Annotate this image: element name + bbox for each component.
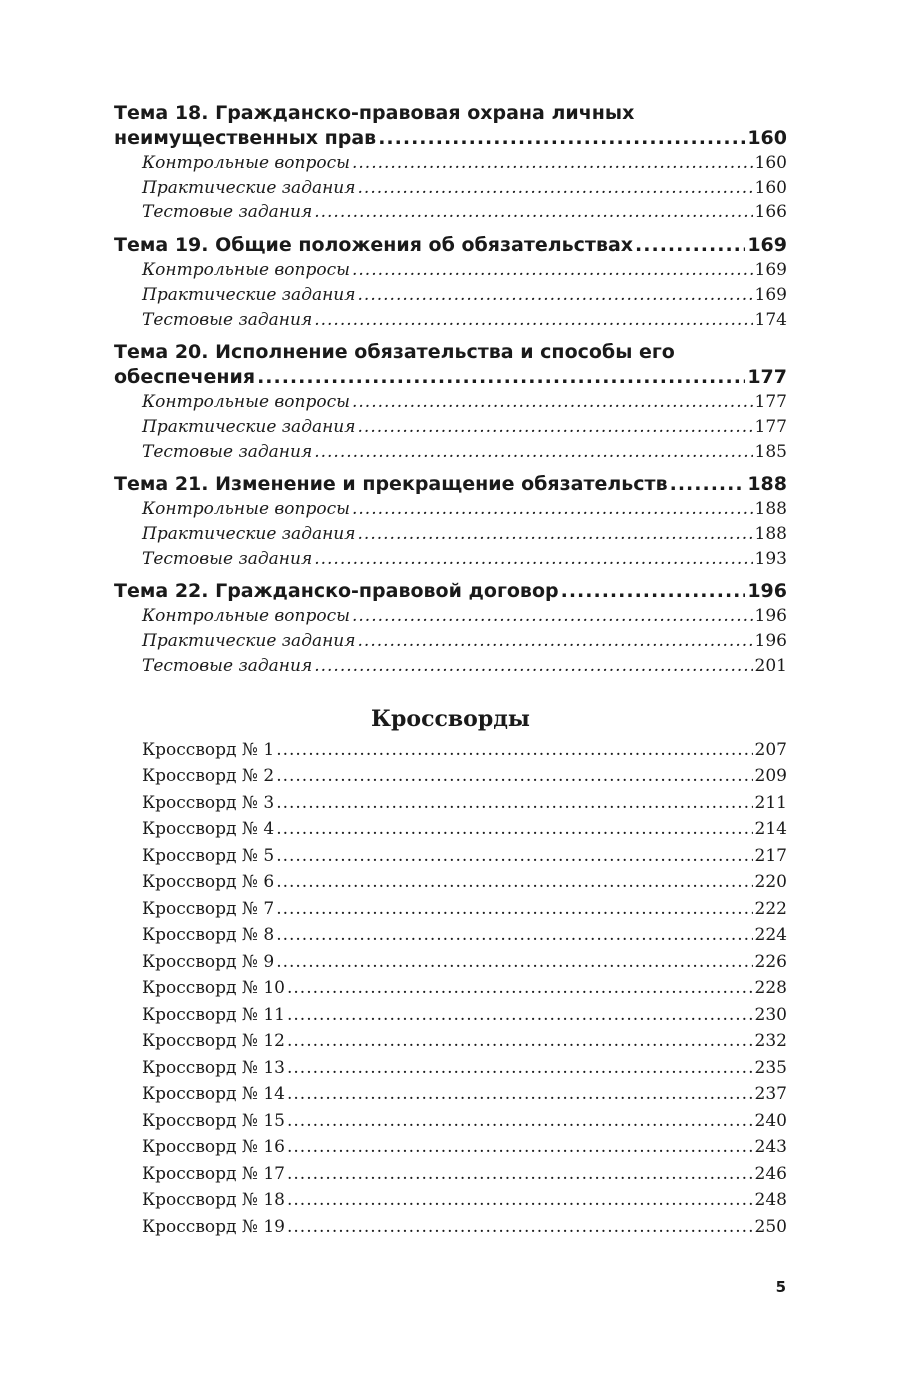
subsection-entry[interactable]	[114, 151, 787, 176]
topic-entry-label: Тема 21. Изменение и прекращение обязательств	[114, 473, 668, 496]
dot-leader	[287, 1108, 753, 1135]
crossword-entry-label: Кроссворд № 9	[142, 951, 275, 972]
subsection-entry-label: Тестовые задания	[142, 202, 313, 223]
dot-leader	[287, 1134, 753, 1161]
crossword-entry-page: 209	[754, 766, 787, 787]
crossword-entry-page: 243	[754, 1137, 787, 1158]
subsection-entry-label: Контрольные вопросы	[142, 499, 350, 520]
crossword-entry-label: Кроссворд № 13	[142, 1057, 285, 1078]
subsection-entry-page: 201	[754, 655, 787, 676]
subsection-entry[interactable]	[114, 415, 787, 440]
dot-leader	[276, 949, 752, 976]
topic-entry-page: 169	[747, 234, 787, 257]
crossword-entry-page: 226	[754, 951, 787, 972]
topic-entry-label: обеспечения	[114, 366, 256, 389]
subsection-entry-label: Тестовые задания	[142, 309, 313, 330]
crossword-entry[interactable]	[114, 737, 787, 764]
topic-block	[114, 101, 787, 225]
subsection-entry-page: 174	[754, 309, 787, 330]
dot-leader	[358, 176, 753, 201]
topic-heading	[114, 579, 787, 604]
crossword-entry-label: Кроссворд № 10	[142, 978, 285, 999]
dot-leader	[287, 1161, 753, 1188]
crossword-entry[interactable]	[114, 896, 787, 923]
subsection-entry[interactable]	[114, 629, 787, 654]
dot-leader	[352, 604, 753, 629]
crossword-entry[interactable]	[114, 1187, 787, 1214]
dot-leader	[314, 654, 752, 679]
crossword-entry[interactable]	[114, 1081, 787, 1108]
topic-block	[114, 579, 787, 678]
crossword-entry-page: 248	[754, 1190, 787, 1211]
subsection-entry-page: 166	[754, 202, 787, 223]
crossword-entry-page: 240	[754, 1110, 787, 1131]
subsection-entry-page: 169	[754, 284, 787, 305]
dot-leader	[352, 497, 753, 522]
crossword-entry-page: 246	[754, 1163, 787, 1184]
crossword-entry-label: Кроссворд № 14	[142, 1084, 285, 1105]
subsection-entry-page: 193	[754, 548, 787, 569]
subsection-entry-label: Практические задания	[142, 416, 356, 437]
page-number: 5	[775, 1278, 786, 1296]
subsection-entry-page: 185	[754, 441, 787, 462]
topic-heading-line: Тема 20. Исполнение обязательства и способы его	[114, 341, 675, 364]
crossword-entry-page: 222	[754, 898, 787, 919]
topic-entry[interactable]	[114, 365, 787, 390]
crossword-entry-label: Кроссворд № 7	[142, 898, 275, 919]
topic-entry[interactable]	[114, 233, 787, 258]
subsection-entry-page: 160	[754, 177, 787, 198]
topic-block	[114, 233, 787, 332]
dot-leader	[378, 126, 745, 151]
dot-leader	[287, 1187, 753, 1214]
dot-leader	[352, 151, 753, 176]
subsection-entry[interactable]	[114, 283, 787, 308]
topic-entry-page: 177	[747, 366, 787, 389]
dot-leader	[276, 816, 752, 843]
dot-leader	[314, 547, 752, 572]
crossword-entry-label: Кроссворд № 4	[142, 819, 275, 840]
topic-block	[114, 340, 787, 464]
crossword-entry[interactable]	[114, 1028, 787, 1055]
crosswords-list	[114, 737, 787, 1241]
crossword-entry[interactable]	[114, 1214, 787, 1241]
subsection-entry[interactable]	[114, 308, 787, 333]
crossword-entry-label: Кроссворд № 17	[142, 1163, 285, 1184]
topic-block	[114, 472, 787, 571]
crosswords-title: Кроссворды	[371, 705, 530, 732]
crossword-entry-label: Кроссворд № 15	[142, 1110, 285, 1131]
dot-leader	[276, 843, 752, 870]
crossword-entry-label: Кроссворд № 6	[142, 872, 275, 893]
subsection-entry[interactable]	[114, 654, 787, 679]
crossword-entry-page: 220	[754, 872, 787, 893]
topic-entry-label: неимущественных прав	[114, 127, 377, 149]
crossword-entry-page: 211	[754, 792, 787, 813]
crossword-entry[interactable]	[114, 922, 787, 949]
subsection-entry[interactable]	[114, 200, 787, 225]
crossword-entry-label: Кроссворд № 1	[142, 739, 275, 760]
subsection-entry-label: Практические задания	[142, 284, 356, 305]
dot-leader	[276, 737, 752, 764]
subsection-entry-page: 188	[754, 499, 787, 520]
topic-entry-page: 196	[747, 580, 787, 603]
subsection-entry-page: 169	[754, 260, 787, 281]
dot-leader	[352, 390, 753, 415]
dot-leader	[352, 258, 753, 283]
crossword-entry-label: Кроссворд № 3	[142, 792, 275, 813]
dot-leader	[314, 200, 752, 225]
subsection-entry-page: 188	[754, 524, 787, 545]
dot-leader	[257, 365, 745, 390]
topic-heading	[114, 101, 787, 151]
subsection-entry[interactable]	[114, 497, 787, 522]
dot-leader	[276, 790, 752, 817]
topic-entry-label: Тема 19. Общие положения об обязательствах	[114, 234, 634, 257]
subsection-entry-label: Контрольные вопросы	[142, 153, 350, 173]
dot-leader	[287, 975, 753, 1002]
dot-leader	[276, 869, 752, 896]
dot-leader	[287, 1055, 753, 1082]
crossword-entry-page: 230	[754, 1004, 787, 1025]
crossword-entry[interactable]	[114, 1108, 787, 1135]
subsection-entry[interactable]	[114, 440, 787, 465]
subsection-entry[interactable]	[114, 604, 787, 629]
dot-leader	[670, 472, 746, 497]
crossword-entry-label: Кроссворд № 5	[142, 845, 275, 866]
crossword-entry-page: 237	[754, 1084, 787, 1105]
topic-entry[interactable]	[114, 579, 787, 604]
crossword-entry-label: Кроссворд № 19	[142, 1216, 285, 1237]
crossword-entry-page: 232	[754, 1031, 787, 1052]
subsection-entry-label: Практические задания	[142, 631, 356, 652]
subsection-entry-label: Контрольные вопросы	[142, 606, 350, 627]
subsection-entry-label: Практические задания	[142, 524, 356, 545]
dot-leader	[358, 415, 753, 440]
crossword-entry[interactable]	[114, 1055, 787, 1082]
dot-leader	[276, 896, 752, 923]
topics-list	[114, 101, 787, 679]
subsection-entry[interactable]	[114, 258, 787, 283]
crossword-entry[interactable]	[114, 949, 787, 976]
crossword-entry[interactable]	[114, 843, 787, 870]
subsection-entry-label: Практические задания	[142, 177, 356, 198]
subsection-entry[interactable]	[114, 390, 787, 415]
crossword-entry-page: 207	[754, 739, 787, 760]
crossword-entry-page: 224	[754, 925, 787, 946]
crossword-entry[interactable]	[114, 869, 787, 896]
crossword-entry-page: 214	[754, 819, 787, 840]
subsection-entry-label: Тестовые задания	[142, 655, 313, 676]
subsection-entry[interactable]	[114, 522, 787, 547]
crossword-entry-page: 250	[754, 1216, 787, 1237]
crossword-entry[interactable]	[114, 1134, 787, 1161]
subsection-entry-label: Тестовые задания	[142, 441, 313, 462]
dot-leader	[358, 629, 753, 654]
subsection-entry[interactable]	[114, 176, 787, 201]
dot-leader	[314, 308, 752, 333]
dot-leader	[287, 1028, 753, 1055]
crossword-entry-label: Кроссворд № 16	[142, 1137, 285, 1158]
crossword-entry[interactable]	[114, 1161, 787, 1188]
topic-entry-page: 160	[747, 127, 787, 149]
crossword-entry[interactable]	[114, 790, 787, 817]
crossword-entry-label: Кроссворд № 8	[142, 925, 275, 946]
topic-heading-line: Тема 18. Гражданско-правовая охрана личных	[114, 102, 635, 124]
topic-entry-page: 188	[747, 473, 787, 496]
subsection-entry-page: 160	[754, 153, 787, 173]
topic-entry[interactable]	[114, 472, 787, 497]
crossword-entry[interactable]	[114, 1002, 787, 1029]
crossword-entry-page: 217	[754, 845, 787, 866]
table-of-contents	[114, 101, 787, 1240]
dot-leader	[314, 440, 752, 465]
subsection-entry-label: Контрольные вопросы	[142, 260, 350, 281]
crossword-entry-page: 235	[754, 1057, 787, 1078]
crossword-entry[interactable]	[114, 816, 787, 843]
crossword-entry-label: Кроссворд № 11	[142, 1004, 285, 1025]
crossword-entry[interactable]	[114, 975, 787, 1002]
dot-leader	[276, 763, 752, 790]
dot-leader	[287, 1214, 753, 1241]
crossword-entry-label: Кроссворд № 2	[142, 766, 275, 787]
dot-leader	[276, 922, 752, 949]
dot-leader	[358, 283, 753, 308]
subsection-entry-label: Контрольные вопросы	[142, 392, 350, 413]
topic-heading	[114, 472, 787, 497]
dot-leader	[287, 1081, 753, 1108]
subsection-entry-page: 196	[754, 631, 787, 652]
topic-heading	[114, 233, 787, 258]
crossword-entry[interactable]	[114, 763, 787, 790]
dot-leader	[358, 522, 753, 547]
dot-leader	[287, 1002, 753, 1029]
dot-leader	[561, 579, 746, 604]
subsection-entry-page: 196	[754, 606, 787, 627]
topic-entry[interactable]	[114, 126, 787, 151]
topic-entry-label: Тема 22. Гражданско-правовой договор	[114, 580, 559, 603]
crossword-entry-page: 228	[754, 978, 787, 999]
dot-leader	[635, 233, 745, 258]
subsection-entry-page: 177	[754, 392, 787, 413]
subsection-entry-page: 177	[754, 416, 787, 437]
crossword-entry-label: Кроссворд № 12	[142, 1031, 285, 1052]
subsection-entry[interactable]	[114, 547, 787, 572]
topic-heading	[114, 340, 787, 390]
crossword-entry-label: Кроссворд № 18	[142, 1190, 285, 1211]
subsection-entry-label: Тестовые задания	[142, 548, 313, 569]
